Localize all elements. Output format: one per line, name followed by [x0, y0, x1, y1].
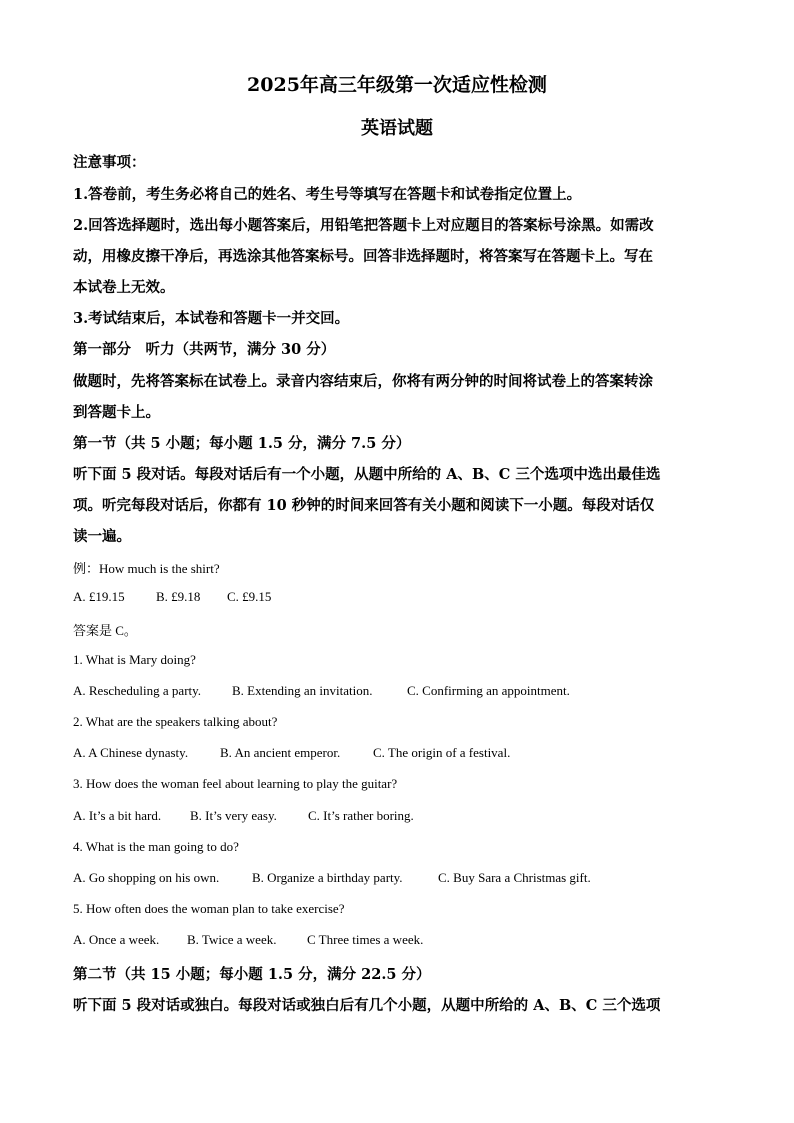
section2-instruction-line-1: 听下面 5 段对话或独白。每段对话或独白后有几个小题，从题中所给的 A、B、C 三个选项: [73, 997, 661, 1014]
section1-instruction-line-3: 读一遍。: [73, 528, 131, 545]
question-2-option-b: B. An ancient emperor.: [220, 745, 341, 760]
example-option-b: B. £9.18: [156, 589, 201, 604]
question-3: 3. How does the woman feel about learning to play the guitar?: [73, 776, 398, 791]
question-5: 5. How often does the woman plan to take exercise?: [73, 901, 345, 916]
question-4: 4. What is the man going to do?: [73, 839, 239, 854]
notice-item-2-line-3: 本试卷上无效。: [73, 279, 175, 296]
section1-instruction-line-2: 项。听完每段对话后，你都有 10 秒钟的时间来回答有关小题和阅读下一小题。每段对话仅: [73, 497, 655, 514]
question-2-option-a: A. A Chinese dynasty.: [73, 745, 189, 760]
question-2-option-c: C. The origin of a festival.: [373, 745, 511, 760]
exam-title: 2025年高三年级第一次适应性检测: [247, 74, 547, 96]
question-1-option-c: C. Confirming an appointment.: [407, 683, 570, 698]
question-3-option-c: C. It’s rather boring.: [308, 808, 414, 823]
question-4-option-c: C. Buy Sara a Christmas gift.: [438, 870, 591, 885]
notice-item-3: 3.考试结束后，本试卷和答题卡一并交回。: [73, 310, 350, 327]
example-option-c: C. £9.15: [227, 589, 272, 604]
question-3-option-a: A. It’s a bit hard.: [73, 808, 162, 823]
question-1-option-b: B. Extending an invitation.: [232, 683, 373, 698]
notice-heading: 注意事项：: [73, 154, 146, 171]
part1-instruction-line-1: 做题时，先将答案标在试卷上。录音内容结束后，你将有两分钟的时间将试卷上的答案转涂: [73, 373, 653, 390]
question-5-options: [73, 932, 423, 948]
example-answer: 答案是 C。: [73, 623, 137, 638]
example-question: 例：How much is the shirt?: [73, 561, 220, 576]
question-3-options: [73, 808, 414, 824]
exam-subtitle: 英语试题: [361, 118, 433, 139]
section2-heading: 第二节（共 15 小题；每小题 1.5 分，满分 22.5 分）: [73, 966, 431, 983]
section1-heading: 第一节（共 5 小题；每小题 1.5 分，满分 7.5 分）: [73, 435, 411, 452]
example-options: [73, 589, 271, 605]
question-3-option-b: B. It’s very easy.: [190, 808, 277, 823]
question-5-option-b: B. Twice a week.: [187, 932, 277, 947]
example-option-a: A. £19.15: [73, 589, 125, 604]
question-2: 2. What are the speakers talking about?: [73, 714, 278, 729]
part1-instruction-line-2: 到答题卡上。: [73, 404, 160, 421]
notice-item-2-line-2: 动，用橡皮擦干净后，再选涂其他答案标号。回答非选择题时，将答案写在答题卡上。写在: [73, 248, 653, 265]
question-1: 1. What is Mary doing?: [73, 652, 196, 667]
question-4-options: [73, 870, 591, 886]
question-4-option-b: B. Organize a birthday party.: [252, 870, 403, 885]
part1-heading: 第一部分 听力（共两节，满分 30 分）: [73, 341, 336, 358]
notice-item-2-line-1: 2.回答选择题时，选出每小题答案后，用铅笔把答题卡上对应题目的答案标号涂黑。如需改: [73, 217, 654, 234]
section1-instruction-line-1: 听下面 5 段对话。每段对话后有一个小题，从题中所给的 A、B、C 三个选项中选出最佳选: [73, 466, 661, 483]
question-1-option-a: A. Rescheduling a party.: [73, 683, 202, 698]
question-1-options: [73, 683, 570, 699]
question-2-options: [73, 745, 510, 761]
notice-item-1: 1.答卷前，考生务必将自己的姓名、考生号等填写在答题卡和试卷指定位置上。: [73, 186, 582, 203]
question-5-option-c: C Three times a week.: [307, 932, 424, 947]
question-5-option-a: A. Once a week.: [73, 932, 160, 947]
question-4-option-a: A. Go shopping on his own.: [73, 870, 220, 885]
